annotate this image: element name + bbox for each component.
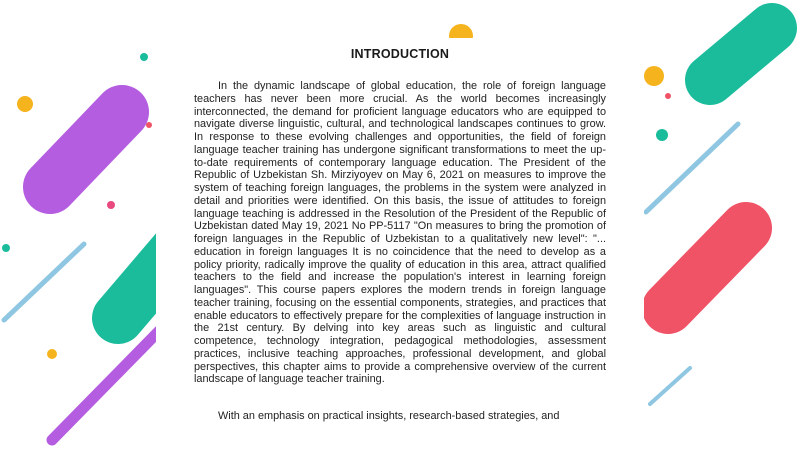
body-paragraph-continued: With an emphasis on practical insights, research-based strategies, and bbox=[218, 410, 560, 422]
teal-dot-left-mid bbox=[2, 244, 10, 252]
light-blue-line-bottom-right bbox=[650, 368, 690, 404]
coral-stripe-right bbox=[668, 228, 746, 308]
teal-dot-right bbox=[656, 129, 668, 141]
light-blue-line-left bbox=[4, 244, 84, 320]
teal-stripe-right bbox=[710, 28, 772, 80]
coral-dot-right bbox=[665, 93, 671, 99]
purple-line-bottom-left bbox=[52, 330, 160, 440]
yellow-dot-left-bottom bbox=[47, 349, 57, 359]
body-paragraph: In the dynamic landscape of global education, the role of foreign language teachers has never been more crucial. As the world becomes increasingly interconnected, the demand for proficient language educators who are equipped to navigate diverse linguistic, cultural, and technological landscapes continues to grow. In response to these evolving challenges and opportunities, the field of foreign language teacher training has undergone significant transformations to meet the up-to-date requirements of contemporary language education. The President of the Republic of Uzbekistan Sh. Mirziyoyev on May 6, 2021 on measures to improve the system of teaching foreign languages, the problems in the system were analyzed in detail and priorities were identified. On this basis, the issue of attitudes to foreign language teaching is addressed in the Resolution of the President of the Republic of Uzbekistan dated May 19, 2021 No PP-5117 "On measures to bring the promotion of foreign languages in the Republic of Uzbekistan to a qualitatively new level": "... education in foreign languages It is no coincidence that the need to develop as a policy priority, radically improve the quality of education in this area, attract qualified teachers to the field and increase the population's interest in learning foreign languages". This course papers explores the modern trends in foreign language teacher training, focusing on the essential components, strategies, and practices that enable educators to effectively prepare for the complexities of language instruction in the 21st century. By delving into key areas such as linguistic and cultural competence, technology integration, pedagogical methodologies, assessment practices, inclusive teaching approaches, professional development, and global perspectives, this chapter aims to provide a comprehensive overview of the current landscape of language teacher training. bbox=[194, 80, 606, 386]
coral-dot-left bbox=[146, 122, 152, 128]
teal-dot-left-top bbox=[140, 53, 148, 61]
pink-dot-left bbox=[107, 201, 115, 209]
yellow-dot-left bbox=[17, 96, 33, 112]
purple-stripe bbox=[50, 112, 122, 187]
page-title: INTRODUCTION bbox=[350, 47, 450, 61]
document-page bbox=[156, 38, 644, 449]
yellow-dot-right bbox=[644, 66, 664, 86]
